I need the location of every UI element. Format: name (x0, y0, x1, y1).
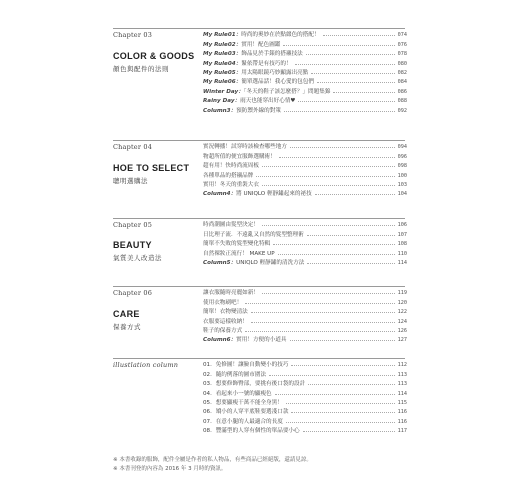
toc-entry[interactable] (203, 387, 407, 396)
entry-title: 實用！配色圖鑑 (241, 41, 281, 48)
entry-title: 用太陽眼鏡巧妙顯露出亮點 (241, 69, 309, 76)
entry-title: 實用！方便的小道具 (236, 337, 287, 344)
chapter-title: BEAUTY (113, 240, 152, 250)
chapter-title: CARE (113, 309, 140, 319)
chapter-05-section (113, 218, 405, 271)
entry-title: 簡單不失敗的髮型變化特輯 (203, 241, 271, 248)
toc-entry[interactable] (203, 325, 407, 334)
entry-lead: Column4： (203, 191, 237, 198)
entry-title: 雨天也能穿出好心情♥ (240, 98, 296, 105)
entry-title: 簡單選品話！我心愛的包包們 (241, 79, 314, 86)
chapter-subtitle: 保養方式 (113, 323, 141, 331)
toc-entry[interactable] (203, 238, 407, 247)
entry-page: 114 (397, 259, 407, 266)
entry-title: 04．看起來小一號的顯瘦色 (203, 390, 272, 397)
entry-page: 115 (397, 399, 407, 406)
chapter-label: illustlation column (113, 361, 179, 369)
entry-page: 122 (397, 309, 407, 316)
footnotes (113, 456, 312, 474)
entry-page: 110 (397, 250, 407, 257)
toc-entry[interactable] (203, 425, 407, 434)
toc-entry[interactable] (203, 287, 407, 296)
toc-entry[interactable] (203, 257, 407, 266)
entry-title: 02．隨約例落的圖市圍法 (203, 371, 267, 378)
entry-page: 074 (397, 32, 407, 39)
chapter-label: Chapter 03 (113, 31, 153, 39)
entry-title: 03．想要修飾臀部，要挑有後口袋的設計 (203, 381, 306, 388)
toc-entry[interactable] (203, 296, 407, 305)
chapter-title: HOE TO SELECT (113, 163, 190, 173)
entry-lead: My Rule01： (203, 32, 242, 39)
footnote: ※ 本書收錄的服飾，配件全屬是作者的私人物品，有些商品已經絕版，還請見諒。 (113, 457, 312, 463)
toc-entry[interactable] (203, 368, 407, 377)
entry-lead: My Rule02： (203, 41, 242, 48)
chapter-title: COLOR & GOODS (113, 51, 195, 61)
entry-title: 使用衣物刷吧！ (203, 299, 243, 306)
entry-page: 112 (397, 362, 407, 369)
entry-lead: Column5： (203, 259, 237, 266)
chapter-subtitle: 聰明選購法 (113, 177, 148, 185)
entry-title: 「冬天的鞋子該怎麼搭？」問題集錦 (243, 88, 331, 95)
toc-entry[interactable] (203, 38, 407, 47)
chapter-04-section (113, 140, 405, 203)
entry-title: 實況轉播！試穿時該檢查哪些地方 (203, 144, 287, 151)
entry-page: 104 (397, 191, 407, 198)
entry-title: 08．豐滿型的人穿有個性的單品要小心 (203, 428, 300, 435)
toc-list (203, 219, 407, 266)
entry-lead: Column6： (203, 337, 237, 344)
toc-list (203, 359, 407, 434)
entry-page: 116 (397, 409, 407, 416)
toc-entry[interactable] (203, 334, 407, 343)
entry-lead: Winter Day： (203, 88, 244, 95)
entry-title: 實用！冬天的重裝大衣 (203, 181, 259, 188)
toc-entry[interactable] (203, 315, 407, 324)
entry-title: 將 UNIQLO 輕靜鏽起來的祕技 (236, 191, 312, 198)
toc-entry[interactable] (203, 95, 407, 104)
entry-page: 078 (397, 51, 407, 58)
toc-entry[interactable] (203, 150, 407, 159)
chapter-03-section (113, 28, 405, 123)
entry-title: 時尚的奧妙在於點綴色的搭配！ (241, 32, 320, 39)
entry-page: 117 (397, 428, 407, 435)
entry-title: 自然裸妝正流行！ MAKE UP (203, 250, 275, 257)
entry-title: 01．免修圖！讓臉自動變小的技巧 (203, 362, 289, 369)
entry-lead: My Rule05： (203, 69, 242, 76)
entry-page: 103 (397, 181, 407, 188)
entry-title: 飾品見於手錶的搭襯技法 (241, 51, 303, 58)
entry-title: 時尚潮圖由髮型決定！ (203, 222, 259, 229)
entry-lead: Column3： (203, 107, 237, 114)
toc-entry[interactable] (203, 188, 407, 197)
footnote: ※ 本書刊登的內容為 2016 年 3 月時的資訊。 (113, 466, 227, 472)
toc-entry[interactable] (203, 48, 407, 57)
illustration-column-section (113, 358, 405, 439)
entry-title: 06．矯小的人穿平底鞋要選淺口款 (203, 409, 289, 416)
entry-title: 超有用！快時尚流周板 (203, 163, 259, 170)
entry-page: 088 (397, 98, 407, 105)
toc-list (203, 29, 407, 114)
toc-entry[interactable] (203, 179, 407, 188)
entry-title: 讓衣服隨時亮麗如新！ (203, 290, 259, 297)
entry-page: 119 (397, 290, 407, 297)
entry-page: 124 (397, 318, 407, 325)
entry-page: 126 (397, 327, 407, 334)
toc-entry[interactable] (203, 415, 407, 424)
entry-page: 106 (397, 222, 407, 229)
entry-page: 076 (397, 41, 407, 48)
toc-entry[interactable] (203, 76, 407, 85)
entry-title: 簡單！衣物變清法 (203, 309, 248, 316)
toc-entry[interactable] (203, 104, 407, 113)
entry-title: UNIQLO 輕靜鏽的清洗方法 (236, 259, 305, 266)
chapter-06-section (113, 286, 405, 349)
entry-page: 114 (397, 390, 407, 397)
entry-lead: My Rule03： (203, 51, 242, 58)
toc-entry[interactable] (203, 160, 407, 169)
entry-page: 116 (397, 418, 407, 425)
entry-lead: My Rule04： (203, 60, 242, 67)
toc-entry[interactable] (203, 228, 407, 237)
entry-page: 098 (397, 163, 407, 170)
chapter-label: Chapter 06 (113, 289, 153, 297)
entry-page: 127 (397, 337, 407, 344)
toc-entry[interactable] (203, 406, 407, 415)
toc-entry[interactable] (203, 219, 407, 228)
toc-entry[interactable] (203, 57, 407, 66)
entry-page: 120 (397, 299, 407, 306)
entry-page: 094 (397, 144, 407, 151)
entry-page: 080 (397, 60, 407, 67)
chapter-label: Chapter 05 (113, 221, 153, 229)
toc-entry[interactable] (203, 397, 407, 406)
entry-title: 各種單品的搭襯品牌 (203, 172, 254, 179)
entry-page: 113 (397, 371, 407, 378)
toc-entry[interactable] (203, 29, 407, 38)
entry-page: 086 (397, 88, 407, 95)
entry-page: 108 (397, 241, 407, 248)
entry-title: 鞋子的保養方式 (203, 327, 243, 334)
entry-title: 緊依帶是有技巧的！ (241, 60, 292, 67)
entry-lead: My Rule06： (203, 79, 242, 86)
entry-title: 日比理子流．不遠亂又自然的髮型整理術 (203, 231, 304, 238)
entry-page: 113 (397, 381, 407, 388)
entry-page: 082 (397, 69, 407, 76)
entry-lead: Rainy Day： (203, 98, 241, 105)
toc-entry[interactable] (203, 67, 407, 76)
entry-title: 衣服要這樣收納！ (203, 318, 248, 325)
toc-entry[interactable] (203, 169, 407, 178)
entry-page: 100 (397, 172, 407, 179)
toc-entry[interactable] (203, 359, 407, 368)
entry-page: 107 (397, 231, 407, 238)
toc-entry[interactable] (203, 85, 407, 94)
entry-title: 預防禦外線的對策 (236, 107, 281, 114)
entry-title: 05．想要顯瘦干萬不能全身黑！ (203, 399, 283, 406)
entry-page: 084 (397, 79, 407, 86)
toc-list (203, 141, 407, 197)
entry-page: 092 (397, 107, 407, 114)
chapter-label: Chapter 04 (113, 143, 153, 151)
toc-entry[interactable] (203, 378, 407, 387)
entry-title: 物超所值的便宜服飾選購術！ (203, 153, 276, 160)
toc-entry[interactable] (203, 306, 407, 315)
entry-title: 07．在意小腿的人最適合的長度 (203, 418, 283, 425)
chapter-subtitle: 氣質美人改造法 (113, 254, 162, 262)
toc-entry[interactable] (203, 141, 407, 150)
chapter-subtitle: 顏色與配件的法則 (113, 65, 169, 73)
entry-page: 096 (397, 153, 407, 160)
toc-list (203, 287, 407, 343)
toc-entry[interactable] (203, 247, 407, 256)
